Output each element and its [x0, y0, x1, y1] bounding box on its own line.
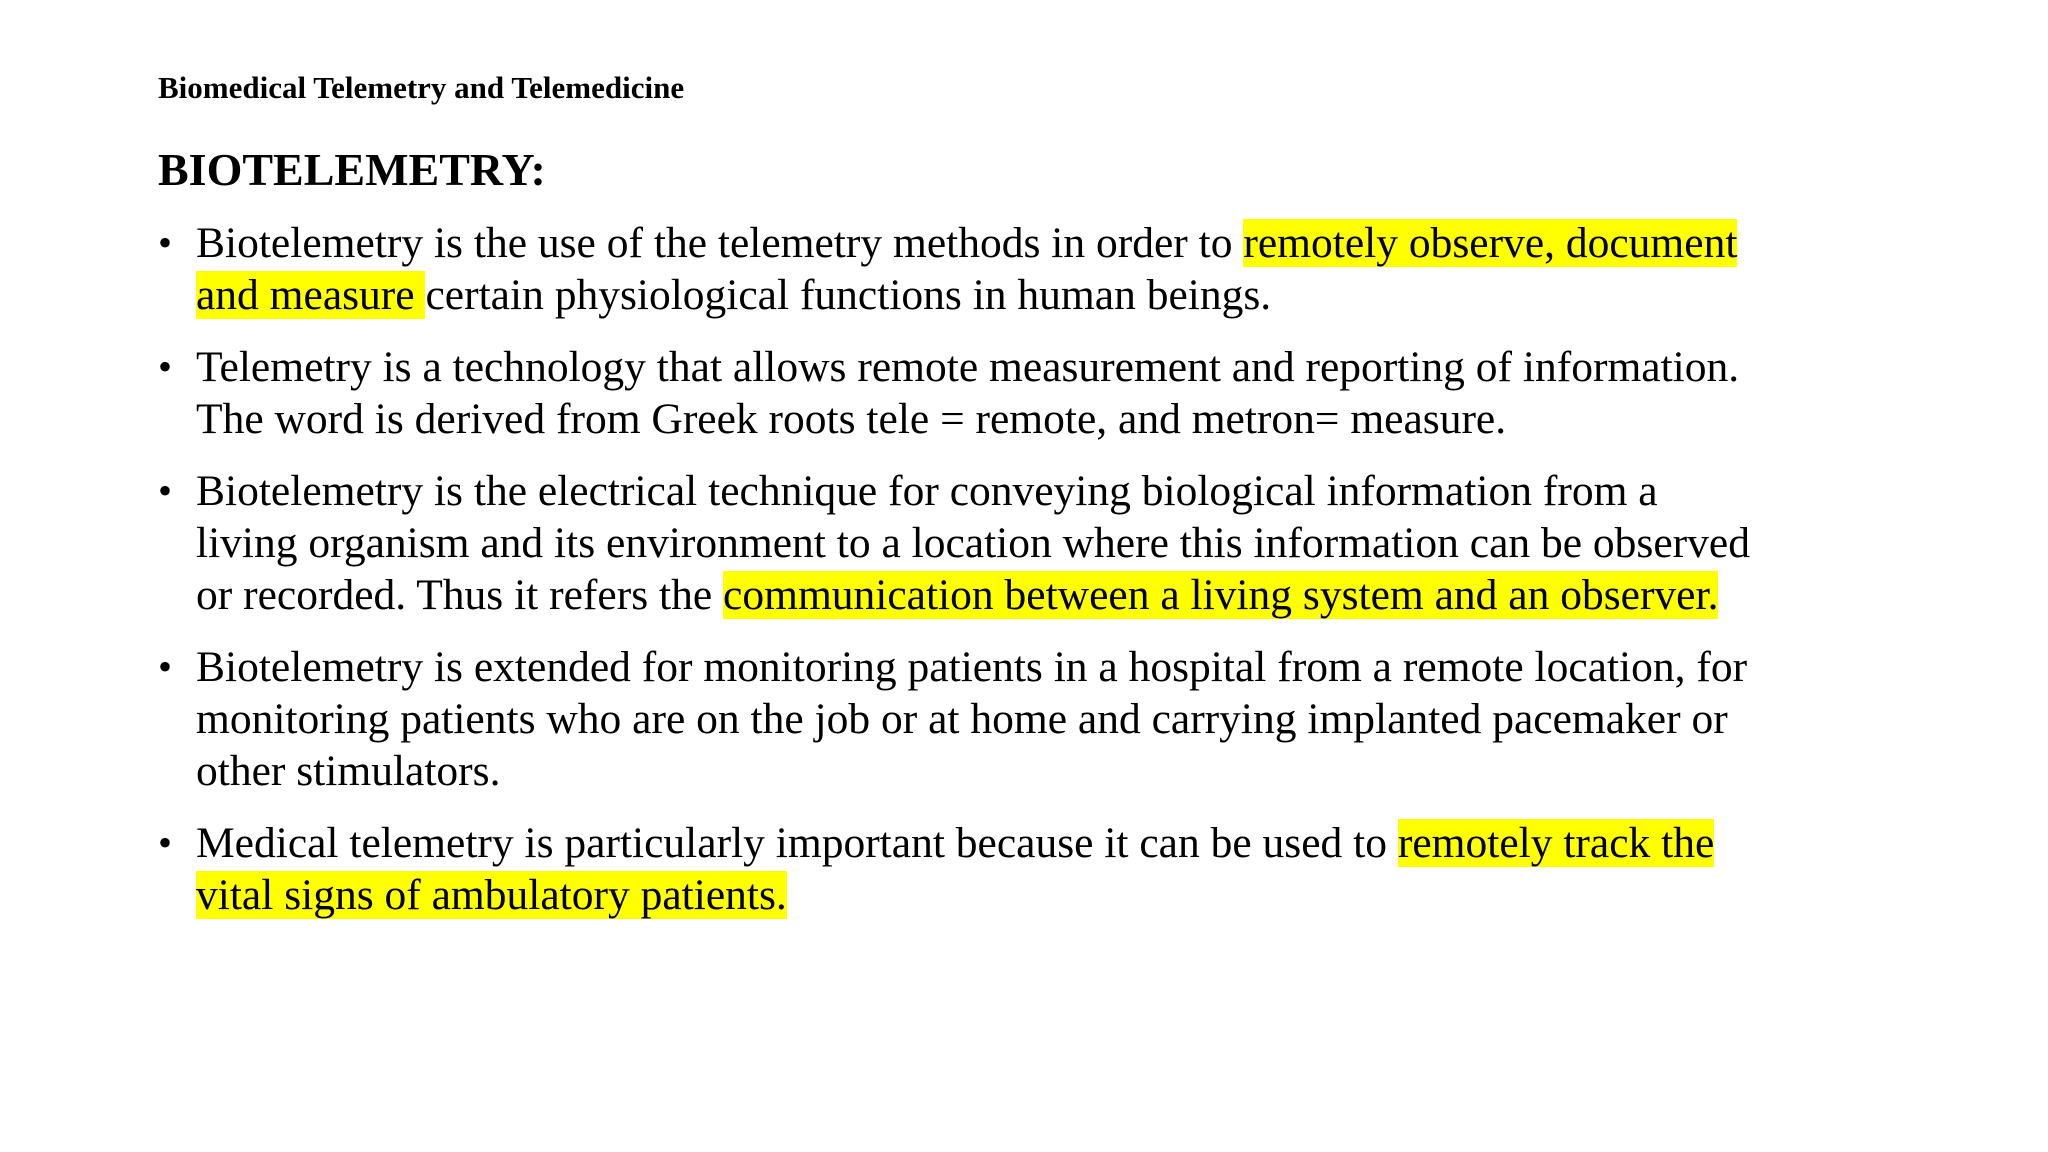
bullet-list	[158, 217, 1918, 941]
bullet-line	[196, 693, 1918, 745]
bullet-dot-icon: •	[158, 468, 173, 513]
line-text: Biotelemetry is the electrical technique for conveying biological information from a	[196, 467, 1658, 515]
line-text: Biotelemetry is extended for monitoring patients in a hospital from a remote location, for	[196, 643, 1748, 691]
slide-title: BIOTELEMETRY:	[158, 144, 546, 195]
line-text: certain physiological functions in human beings.	[425, 271, 1272, 319]
bullet-line	[196, 217, 1918, 269]
bullet-line	[196, 465, 1918, 517]
highlighted-text: and measure	[196, 271, 426, 319]
bullet-line	[196, 269, 1918, 321]
line-text: or recorded. Thus it refers the	[196, 571, 724, 619]
highlighted-text: remotely observe, document	[1243, 219, 1738, 267]
bullet-line	[196, 341, 1918, 393]
bullet-line	[196, 517, 1918, 569]
bullet-line	[196, 817, 1918, 869]
bullet-item-5	[158, 817, 1918, 921]
line-text: Telemetry is a technology that allows remote measurement and reporting of information.	[196, 343, 1740, 391]
line-text: living organism and its environment to a location where this information can be observed	[196, 519, 1750, 567]
bullet-line	[196, 641, 1918, 693]
bullet-item-2	[158, 341, 1918, 445]
highlighted-text: communication between a living system and an observer.	[723, 571, 1719, 619]
bullet-dot-icon: •	[158, 820, 173, 865]
line-text: Medical telemetry is particularly important because it can be used to	[196, 819, 1398, 867]
bullet-item-3	[158, 465, 1918, 621]
bullet-item-4	[158, 641, 1918, 797]
highlighted-text: vital signs of ambulatory patients.	[196, 871, 787, 919]
bullet-line	[196, 393, 1918, 445]
line-text: Biotelemetry is the use of the telemetry methods in order to	[196, 219, 1244, 267]
bullet-line	[196, 745, 1918, 797]
bullet-item-1	[158, 217, 1918, 321]
bullet-line	[196, 869, 1918, 921]
slide-header: Biomedical Telemetry and Telemedicine	[158, 70, 685, 105]
line-text: The word is derived from Greek roots tele = remote, and metron= measure.	[196, 395, 1507, 443]
highlighted-text: remotely track the	[1397, 819, 1715, 867]
bullet-dot-icon: •	[158, 344, 173, 389]
line-text: monitoring patients who are on the job or at home and carrying implanted pacemaker or	[196, 695, 1728, 743]
bullet-dot-icon: •	[158, 644, 173, 689]
bullet-dot-icon: •	[158, 220, 173, 265]
bullet-line	[196, 569, 1918, 621]
line-text: other stimulators.	[196, 747, 501, 795]
